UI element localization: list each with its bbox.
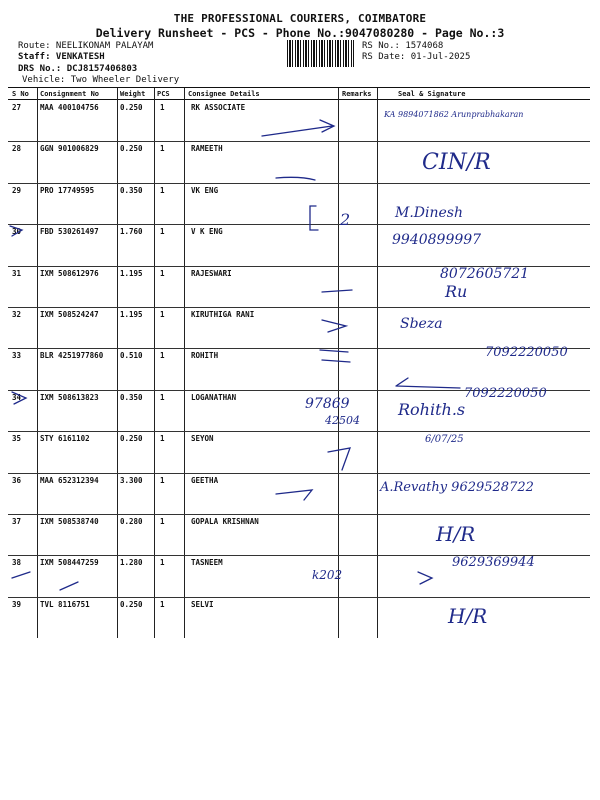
col-header-consignment: Consignment No [40, 90, 100, 98]
cell-cons: PRO 17749595 [40, 185, 95, 195]
rs-date: RS Date: 01-Jul-2025 [362, 52, 471, 62]
cell-weight: 0.250 [120, 103, 143, 112]
cell-pcs: 1 [160, 185, 165, 195]
signature-r32: Sbeza [400, 316, 443, 332]
cell-name: GOPALA KRISHNAN [191, 517, 259, 526]
cell-pcs: 1 [160, 310, 165, 319]
cell-sno: 29 [12, 185, 22, 195]
cell-pcs: 1 [160, 599, 165, 609]
cell-weight: 3.300 [120, 475, 143, 485]
cell-name: TASNEEM [191, 558, 223, 568]
arrow-stroke [328, 448, 350, 470]
signature-r31b: Ru [445, 282, 468, 301]
margin-mark [12, 572, 30, 578]
cell-pcs: 1 [160, 144, 165, 154]
signature-r27: KA 9894071862 Arunprabhakaran [384, 110, 524, 119]
signature-r38: 9629369944 [452, 555, 535, 570]
signature-r31a: 8072605721 [440, 266, 530, 282]
cell-sno: 35 [12, 434, 22, 444]
cell-name: ROHITH [191, 351, 219, 361]
col-header-remarks: Remarks [342, 90, 372, 98]
cell-sno: 28 [12, 144, 22, 154]
staff-label: Staff: VENKATESH [18, 52, 105, 62]
cell-name: RAJESWARI [191, 268, 232, 278]
cell-name: V K ENG [191, 227, 223, 237]
cell-sno: 31 [12, 268, 22, 278]
arrow-stroke [418, 572, 432, 584]
cell-sno: 34 [12, 392, 22, 402]
signature-r35: 6/07/25 [425, 434, 464, 445]
remark-r38: k202 [312, 568, 343, 582]
scribble-stroke [276, 177, 315, 180]
signature-r36: A.Revathy 9629528722 [380, 480, 534, 495]
signature-r28: CIN/R [422, 150, 491, 175]
cell-sno: 33 [12, 351, 22, 361]
cell-cons: MAA 400104756 [40, 103, 99, 112]
signature-r34a: 7092220050 [464, 386, 547, 401]
vehicle-label: Vehicle: Two Wheeler Delivery [22, 75, 180, 85]
cell-cons: FBD 530261497 [40, 227, 99, 237]
cell-cons: GGN 901006829 [40, 144, 99, 154]
cell-name: RAMEETH [191, 144, 223, 154]
cell-weight: 1.760 [120, 227, 143, 237]
signature-r39: H/R [448, 604, 488, 628]
cell-sno: 30 [12, 227, 22, 237]
cell-weight: 1.195 [120, 310, 143, 319]
signature-r37: H/R [436, 522, 476, 546]
cell-pcs: 1 [160, 475, 165, 485]
cell-sno: 39 [12, 599, 22, 609]
cell-weight: 0.350 [120, 185, 143, 195]
cell-pcs: 1 [160, 517, 165, 526]
cell-name: VK ENG [191, 185, 219, 195]
cell-sno: 27 [12, 103, 22, 112]
cell-name: SEYON [191, 434, 214, 444]
cell-pcs: 1 [160, 392, 165, 402]
cell-cons: IXM 508538740 [40, 517, 99, 526]
dash-stroke [320, 350, 350, 362]
cell-cons: BLR 4251977860 [40, 351, 104, 361]
col-header-pcs: PCS [157, 90, 170, 98]
cell-weight: 0.250 [120, 434, 143, 444]
cell-cons: IXM 508524247 [40, 310, 99, 319]
dash-stroke [322, 290, 352, 292]
margin-mark [10, 226, 22, 236]
cell-name: RK ASSOCIATE [191, 103, 246, 112]
signature-r33: 7092220050 [485, 345, 568, 360]
route-label: Route: NEELIKONAM PALAYAM [18, 41, 154, 51]
cell-weight: 1.195 [120, 268, 143, 278]
company-title: THE PROFESSIONAL COURIERS, COIMBATORE [173, 12, 427, 25]
cell-pcs: 1 [160, 434, 165, 444]
col-header-details: Consignee Details [188, 90, 260, 98]
cell-weight: 0.250 [120, 599, 143, 609]
bracket-stroke [310, 206, 318, 230]
cell-cons: IXM 508612976 [40, 268, 99, 278]
arrow-stroke [262, 120, 334, 136]
cell-sno: 32 [12, 310, 22, 319]
cell-weight: 0.250 [120, 144, 143, 154]
cell-name: GEETHA [191, 475, 219, 485]
cell-weight: 1.280 [120, 558, 143, 568]
col-header-weight: Weight [120, 90, 146, 98]
cell-pcs: 1 [160, 268, 165, 278]
drs-label: DRS No.: DCJ8157406803 [18, 64, 138, 74]
col-header-seal: Seal & Signature [398, 90, 466, 98]
cell-weight: 0.280 [120, 517, 143, 526]
arrow-stroke [396, 378, 460, 388]
cell-sno: 36 [12, 475, 22, 485]
cell-name: SELVI [191, 599, 214, 609]
cell-weight: 0.350 [120, 392, 143, 402]
cell-cons: MAA 652312394 [40, 475, 99, 485]
arrow-stroke [276, 490, 312, 500]
cell-pcs: 1 [160, 351, 165, 361]
cell-cons: IXM 508447259 [40, 558, 99, 568]
cell-sno: 38 [12, 558, 22, 568]
cell-pcs: 1 [160, 558, 165, 568]
cell-pcs: 1 [160, 227, 165, 237]
margin-mark [60, 582, 78, 590]
cell-sno: 37 [12, 517, 22, 526]
cell-cons: TVL 8116751 [40, 599, 90, 609]
signature-r34b: Rohith.s [398, 400, 466, 419]
cell-pcs: 1 [160, 103, 165, 112]
runsheet-subtitle: Delivery Runsheet - PCS - Phone No.:9047080280 - Page No.:3 [95, 26, 505, 40]
remark-r34a: 97869 [305, 396, 350, 412]
remark-r29: 2 [340, 210, 351, 229]
cell-cons: IXM 508613823 [40, 392, 99, 402]
signature-r29: M.Dinesh [395, 205, 463, 221]
col-header-sno: S No [12, 90, 29, 98]
cell-name: KIRUTHIGA RANI [191, 310, 255, 319]
cell-name: LOGANATHAN [191, 392, 237, 402]
remark-r34b: 42504 [325, 414, 360, 427]
cell-weight: 0.510 [120, 351, 143, 361]
signature-r30: 9940899997 [392, 232, 482, 248]
arrow-stroke [322, 320, 346, 332]
margin-mark [12, 392, 26, 404]
cell-cons: STY 6161102 [40, 434, 90, 444]
rs-number: RS No.: 1574068 [362, 41, 444, 51]
